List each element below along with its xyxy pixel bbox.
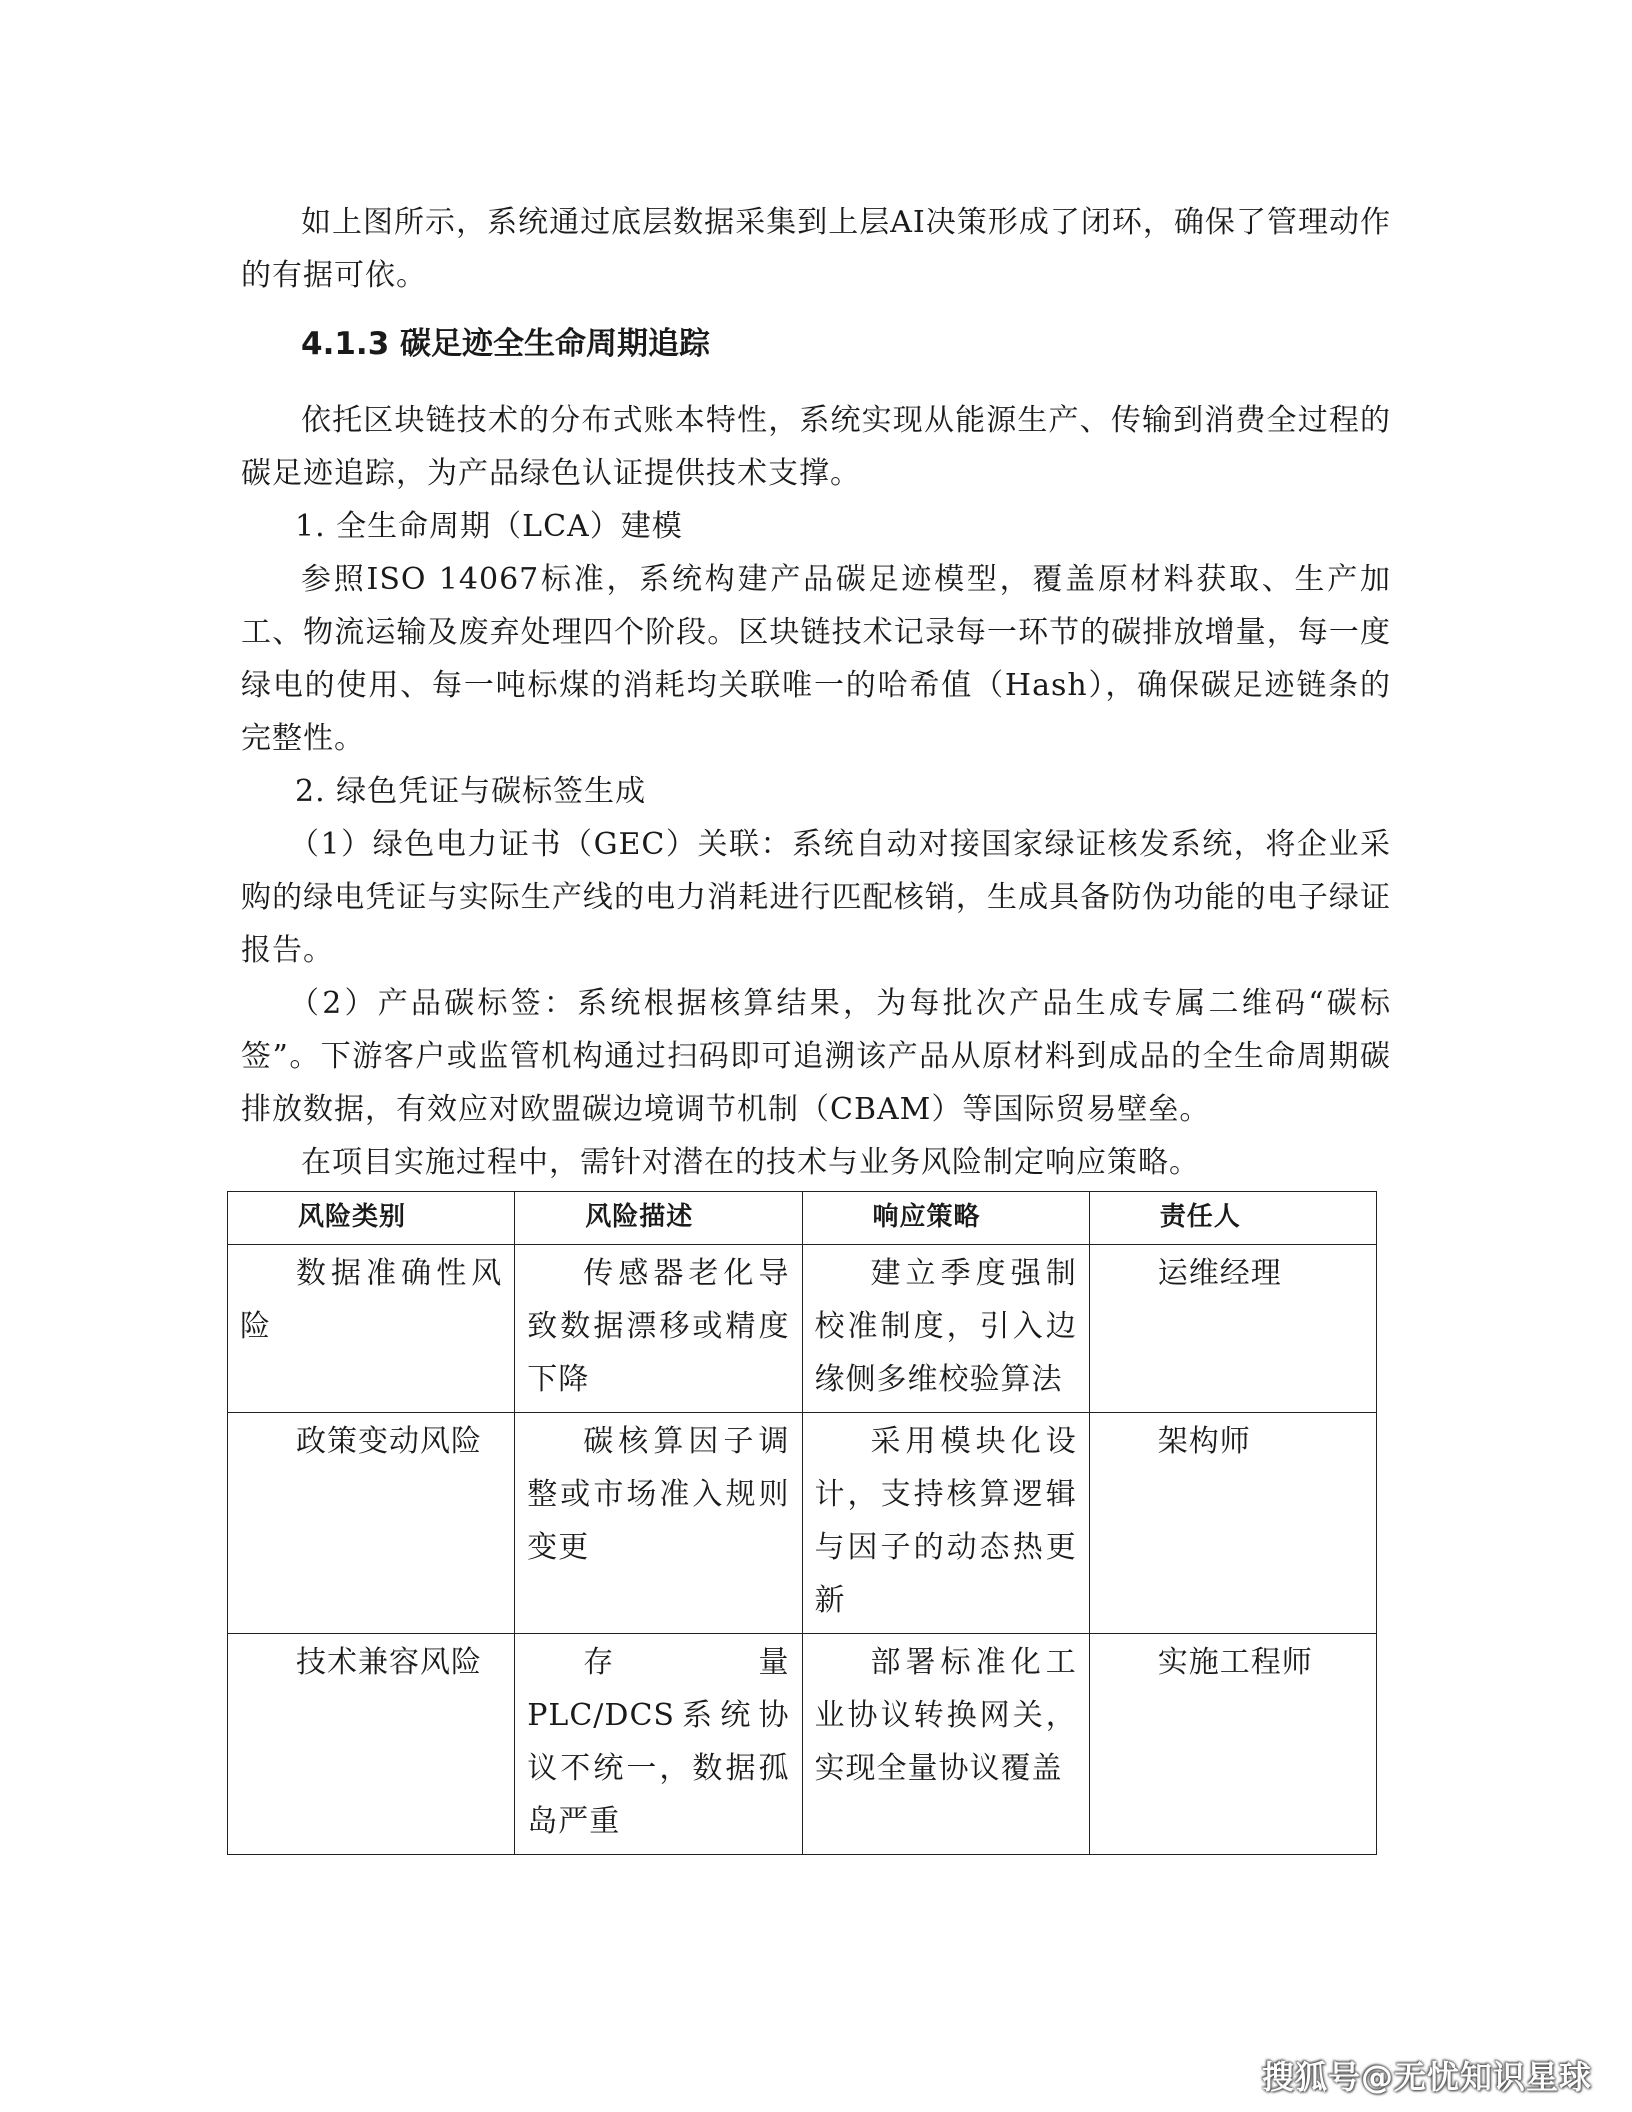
item1-title: 1. 全生命周期（LCA）建模 (295, 509, 683, 544)
table-header-row (228, 1192, 1377, 1245)
header-owner: 责任人 (1089, 1192, 1376, 1245)
table-row (228, 1245, 1377, 1413)
cell-category: 政策变动风险 (228, 1413, 515, 1634)
cell-owner: 架构师 (1089, 1413, 1376, 1634)
table-row (228, 1634, 1377, 1855)
cell-description: 碳核算因子调整或市场准入规则变更 (515, 1413, 802, 1634)
section-heading: 4.1.3 碳足迹全生命周期追踪 (301, 326, 711, 362)
table-intro: 在项目实施过程中，需针对潜在的技术与业务风险制定响应策略。 (301, 1145, 1200, 1180)
header-response-strategy: 响应策略 (802, 1192, 1089, 1245)
document-body (241, 196, 1391, 1189)
table-row (228, 1413, 1377, 1634)
cell-strategy: 建立季度强制校准制度，引入边缘侧多维校验算法 (802, 1245, 1089, 1413)
section-paragraph: 依托区块链技术的分布式账本特性，系统实现从能源生产、传输到消费全过程的碳足迹追踪，为产品绿色认证提供技术支撑。 (241, 403, 1391, 491)
cell-owner: 实施工程师 (1089, 1634, 1376, 1855)
intro-paragraph: 如上图所示，系统通过底层数据采集到上层AI决策形成了闭环，确保了管理动作的有据可依。 (241, 205, 1391, 293)
cell-description: 存量PLC/DCS系统协议不统一，数据孤岛严重 (515, 1634, 802, 1855)
header-risk-description: 风险描述 (515, 1192, 802, 1245)
item2-sub1: （1）绿色电力证书（GEC）关联：系统自动对接国家绿证核发系统，将企业采购的绿电凭证与实际生产线的电力消耗进行匹配核销，生成具备防伪功能的电子绿证报告。 (241, 827, 1391, 968)
watermark: 搜狐号@无忧知识星球 (1261, 2058, 1592, 2096)
risk-table (227, 1191, 1377, 1855)
cell-description: 传感器老化导致数据漂移或精度下降 (515, 1245, 802, 1413)
item2-title: 2. 绿色凭证与碳标签生成 (295, 774, 647, 809)
cell-strategy: 部署标准化工业协议转换网关，实现全量协议覆盖 (802, 1634, 1089, 1855)
cell-category: 数据准确性风险 (228, 1245, 515, 1413)
cell-strategy: 采用模块化设计，支持核算逻辑与因子的动态热更新 (802, 1413, 1089, 1634)
cell-owner: 运维经理 (1089, 1245, 1376, 1413)
header-risk-category: 风险类别 (228, 1192, 515, 1245)
item2-sub2: （2）产品碳标签：系统根据核算结果，为每批次产品生成专属二维码“碳标签”。下游客户或监管机构通过扫码即可追溯该产品从原材料到成品的全生命周期碳排放数据，有效应对欧盟碳边境调节机制（CBAM）等国际贸易壁垒。 (241, 986, 1391, 1127)
cell-category: 技术兼容风险 (228, 1634, 515, 1855)
item1-body: 参照ISO 14067标准，系统构建产品碳足迹模型，覆盖原材料获取、生产加工、物流运输及废弃处理四个阶段。区块链技术记录每一环节的碳排放增量，每一度绿电的使用、每一吨标煤的消耗均关联唯一的哈希值（Hash），确保碳足迹链条的完整性。 (241, 562, 1391, 756)
